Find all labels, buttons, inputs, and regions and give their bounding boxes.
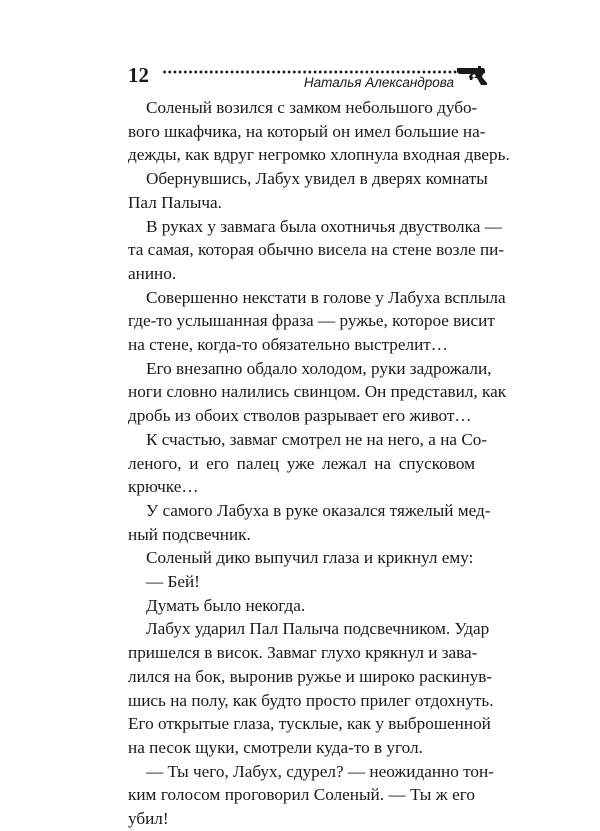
paragraph (128, 570, 475, 594)
paragraph (128, 286, 506, 357)
text-line: Его внезапно обдало холодом, руки задрожали, (146, 358, 492, 378)
text-line: — Бей! (146, 572, 200, 592)
text-line: на стене, когда-то обязательно выстрелит… (128, 335, 448, 355)
text-line: анино. (128, 263, 177, 283)
text-line: крючке… (128, 477, 199, 497)
paragraph (128, 167, 488, 214)
text-line: Соленый дико выпучил глаза и крикнул ему: (146, 548, 474, 568)
text-line: где-то услышанная фраза — ружье, которое висит (128, 311, 495, 331)
text-line: К счастью, завмаг смотрел не на него, а на Со- (146, 429, 488, 449)
paragraph (128, 546, 475, 570)
text-line: Соленый возился с замком небольшого дубо- (146, 98, 478, 117)
text-line: Его открытые глаза, тусклые, как у выброшенной (128, 714, 491, 734)
paragraph (128, 760, 494, 831)
text-line: убил! (128, 809, 169, 829)
text-line: дежды, как вдруг негромко хлопнула входная дверь. (128, 145, 510, 165)
running-header-author: Наталья Александрова (303, 75, 454, 90)
text-line: лился на бок, выронив ружье и широко раскинув- (128, 666, 493, 686)
paragraph (128, 594, 475, 618)
paragraph (128, 215, 505, 286)
body-text (128, 96, 510, 831)
text-line: та самая, которая обычно висела на стене возле пи- (128, 240, 505, 260)
text-line: В руках у завмага была охотничья двустволка — (146, 216, 502, 236)
text-line: вого шкафчика, на который он имел большие на- (128, 121, 486, 141)
text-line: пришелся в висок. Завмаг глухо крякнул и зава- (128, 643, 478, 663)
text-line: Думать было некогда. (146, 595, 306, 615)
paragraph (128, 357, 507, 428)
text-line: леного, и его палец уже лежал на спусковом (128, 453, 475, 473)
text-line: ноги словно налились свинцом. Он представил, как (128, 382, 507, 402)
paragraph (128, 96, 510, 167)
paragraph (128, 499, 491, 546)
running-header (128, 62, 490, 90)
revolver-icon (456, 64, 490, 86)
paragraph (128, 617, 494, 759)
text-line: на песок щуки, смотрели куда-то в угол. (128, 737, 423, 757)
text-line: Пал Палыча. (128, 192, 222, 212)
paragraph (128, 428, 488, 499)
text-line: Совершенно некстати в голове у Лабуха всплыла (146, 287, 506, 307)
text-line: Лабух ударил Пал Палыча подсвечником. Удар (146, 619, 490, 639)
text-line: ный подсвечник. (128, 524, 251, 544)
text-line: — Ты чего, Лабух, сдурел? — неожиданно тон- (146, 761, 494, 781)
text-line: шись на полу, как будто просто прилег отдохнуть. (128, 690, 494, 710)
text-line: дробь из обоих стволов разрывает его живот… (128, 406, 472, 426)
text-line: У самого Лабуха в руке оказался тяжелый мед- (146, 500, 491, 520)
text-line: Обернувшись, Лабух увидел в дверях комнаты (146, 169, 488, 189)
text-line: ким голосом проговорил Соленый. — Ты ж его (128, 785, 475, 805)
page-number: 12 (128, 63, 149, 87)
dotted-rule (162, 70, 458, 74)
